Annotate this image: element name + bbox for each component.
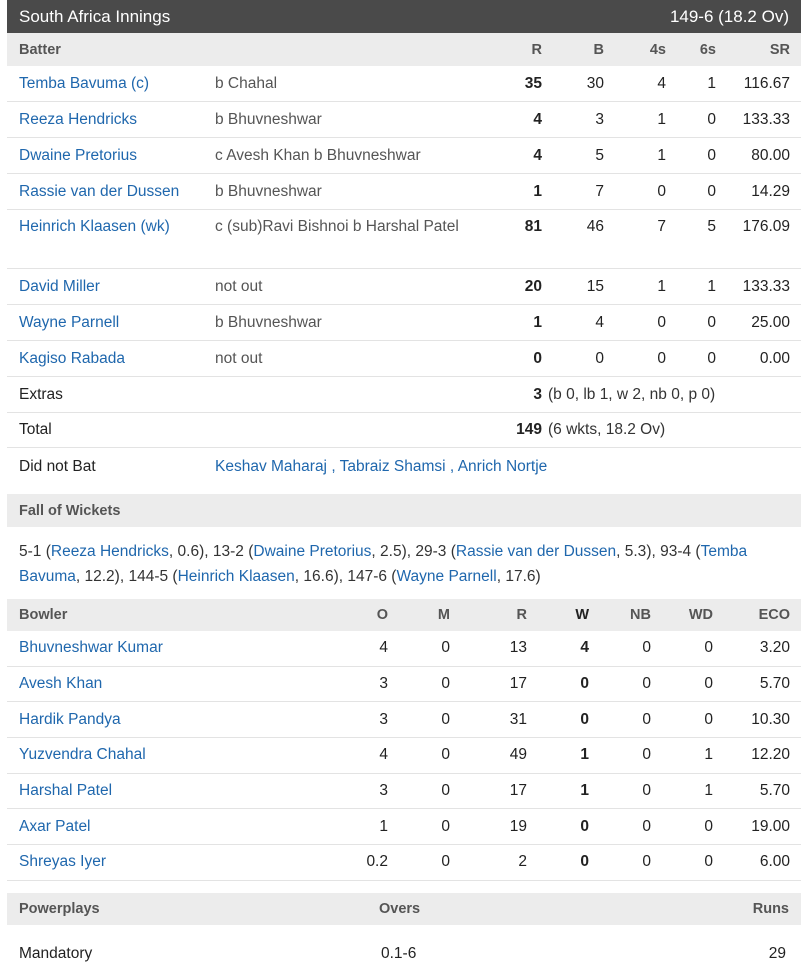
col-batter: Batter	[19, 41, 61, 58]
bowler-row	[7, 702, 801, 738]
fow-score: 147-6	[347, 568, 387, 585]
innings-title: South Africa Innings	[19, 6, 171, 26]
batter-strike-rate: 80.00	[751, 146, 790, 164]
col-balls: B	[593, 41, 604, 58]
fow-over: 0.6	[177, 543, 200, 560]
fow-score: 29-3	[415, 543, 447, 560]
batter-sixes: 5	[707, 218, 716, 235]
bowler-name-link[interactable]: Axar Patel	[19, 817, 91, 835]
batter-fours: 1	[657, 277, 666, 295]
total-row	[7, 413, 801, 448]
batting-rows	[7, 66, 801, 377]
bowler-wickets: 0	[580, 675, 589, 693]
extras-label: Extras	[19, 385, 63, 403]
col-runs-conceded: R	[516, 607, 527, 623]
batter-dismissal: c Avesh Khan b Bhuvneshwar	[215, 147, 421, 164]
extras-detail: (b 0, lb 1, w 2, nb 0, p 0)	[548, 385, 716, 403]
batter-balls: 15	[586, 277, 604, 295]
col-runs: R	[531, 41, 542, 58]
bowler-name-link[interactable]: Avesh Khan	[19, 675, 103, 693]
bowling-header	[7, 599, 801, 631]
bowler-wides: 0	[704, 710, 713, 728]
batter-sixes: 0	[707, 110, 716, 128]
powerplay-runs: 29	[768, 944, 786, 962]
col-sixes: 6s	[699, 41, 716, 58]
bowler-economy: 5.70	[759, 782, 790, 800]
bowler-wides: 0	[704, 639, 713, 657]
batter-row	[7, 341, 801, 377]
innings-score: 149-6 (18.2 Ov)	[669, 6, 789, 26]
batter-fours: 1	[657, 110, 666, 128]
bowler-economy: 5.70	[759, 675, 790, 693]
batter-name-link[interactable]: Wayne Parnell	[19, 313, 120, 331]
batter-sixes: 1	[707, 74, 716, 92]
batter-runs: 0	[533, 349, 542, 367]
bowler-wickets: 4	[580, 639, 589, 657]
powerplays-header	[7, 893, 801, 925]
batter-runs: 20	[524, 277, 542, 295]
bowler-name-link[interactable]: Bhuvneshwar Kumar	[19, 639, 163, 657]
batter-fours: 0	[657, 182, 666, 200]
col-pp-runs: Runs	[752, 900, 789, 917]
batter-runs: 1	[533, 182, 542, 200]
col-fours: 4s	[649, 41, 666, 58]
fow-score: 13-2	[212, 543, 244, 560]
batter-runs: 4	[533, 146, 542, 164]
bowler-maidens: 0	[441, 782, 450, 800]
batter-runs: 4	[533, 110, 542, 128]
bowler-runs: 19	[509, 817, 527, 835]
batter-sixes: 0	[707, 349, 716, 367]
bowler-no-balls: 0	[642, 746, 651, 764]
bowler-maidens: 0	[441, 817, 450, 835]
batter-sixes: 0	[707, 146, 716, 164]
batter-dismissal: c (sub)Ravi Bishnoi b Harshal Patel	[215, 218, 459, 235]
did-not-bat-player-link[interactable]: Tabraiz Shamsi	[339, 457, 446, 475]
fow-item: 13-2 (Dwaine Pretorius, 2.5),	[212, 543, 416, 560]
bowler-row	[7, 774, 801, 810]
bowler-row	[7, 631, 801, 667]
batter-balls: 0	[595, 349, 604, 367]
batter-balls: 3	[595, 110, 604, 128]
batter-fours: 7	[657, 218, 666, 235]
total-value: 149	[516, 421, 542, 438]
batter-strike-rate: 133.33	[742, 110, 790, 128]
batter-balls: 46	[586, 218, 604, 235]
batter-strike-rate: 0.00	[759, 349, 790, 367]
bowler-name-link[interactable]: Yuzvendra Chahal	[19, 746, 146, 764]
bowler-wides: 0	[704, 675, 713, 693]
did-not-bat-player-link[interactable]: Anrich Nortje	[457, 457, 548, 475]
bowler-no-balls: 0	[642, 675, 651, 693]
fow-item: 147-6 (Wayne Parnell, 17.6)	[347, 568, 541, 585]
bowler-wickets: 0	[580, 710, 589, 728]
bowler-maidens: 0	[441, 853, 450, 871]
batter-row	[7, 305, 801, 341]
batter-row	[7, 210, 801, 269]
bowler-name-link[interactable]: Harshal Patel	[19, 782, 113, 800]
bowler-overs: 4	[379, 639, 388, 657]
batter-runs: 81	[524, 218, 542, 235]
powerplay-row	[7, 925, 801, 975]
bowler-wickets: 0	[580, 817, 589, 835]
batter-sixes: 0	[707, 182, 716, 200]
batter-row	[7, 102, 801, 138]
batter-dismissal: not out	[215, 350, 263, 367]
batter-balls: 5	[595, 146, 604, 164]
did-not-bat-row	[7, 448, 801, 485]
bowler-row	[7, 845, 801, 881]
batter-row	[7, 269, 801, 305]
extras-value: 3	[533, 385, 542, 403]
fow-player-link[interactable]: Dwaine Pretorius	[253, 543, 372, 560]
batter-name-link[interactable]: David Miller	[19, 277, 100, 295]
bowler-maidens: 0	[441, 675, 450, 693]
col-strike-rate: SR	[769, 41, 790, 58]
batter-balls: 30	[586, 74, 604, 92]
bowler-row	[7, 738, 801, 774]
scorecard	[7, 0, 801, 975]
batter-fours: 1	[657, 146, 666, 164]
bowler-maidens: 0	[441, 639, 450, 657]
innings-header[interactable]	[7, 0, 801, 33]
bowler-no-balls: 0	[642, 853, 651, 871]
batter-dismissal: b Chahal	[215, 75, 278, 92]
bowler-wickets: 0	[580, 853, 589, 871]
did-not-bat-list	[215, 458, 547, 476]
total-detail: (6 wkts, 18.2 Ov)	[548, 421, 666, 438]
bowler-economy: 6.00	[759, 853, 790, 871]
col-powerplay: Powerplays	[19, 900, 100, 917]
bowler-wides: 0	[704, 853, 713, 871]
col-maidens: M	[437, 607, 450, 623]
batter-runs: 1	[533, 313, 542, 331]
bowler-overs: 3	[379, 675, 388, 693]
bowler-name-link[interactable]: Shreyas Iyer	[19, 853, 107, 871]
bowler-wides: 1	[704, 746, 713, 764]
bowler-no-balls: 0	[642, 782, 651, 800]
batter-strike-rate: 176.09	[742, 218, 790, 235]
batter-sixes: 0	[707, 313, 716, 331]
bowler-runs: 49	[509, 746, 527, 764]
fow-player-link[interactable]: Wayne Parnell	[396, 568, 497, 585]
bowler-no-balls: 0	[642, 710, 651, 728]
fow-header	[7, 494, 801, 527]
total-label: Total	[19, 421, 52, 438]
batter-balls: 7	[595, 182, 604, 200]
bowler-row	[7, 809, 801, 845]
batter-name-link[interactable]: Temba Bavuma (c)	[19, 74, 150, 92]
fow-score: 5-1	[19, 543, 42, 560]
batter-dismissal: not out	[215, 278, 263, 295]
bowler-runs: 31	[509, 710, 527, 728]
bowler-economy: 19.00	[751, 817, 790, 835]
bowling-rows	[7, 631, 801, 881]
batter-row	[7, 174, 801, 210]
fow-item: 29-3 (Rassie van der Dussen, 5.3),	[415, 543, 661, 560]
col-economy: ECO	[758, 607, 790, 623]
batter-strike-rate: 133.33	[742, 277, 790, 295]
batter-fours: 4	[657, 74, 666, 92]
fow-player-link[interactable]: Heinrich Klaasen	[177, 568, 295, 585]
separator: ,	[327, 457, 340, 475]
bowler-row	[7, 667, 801, 703]
bowler-runs: 17	[509, 782, 527, 800]
bowler-maidens: 0	[441, 710, 450, 728]
bowler-economy: 3.20	[759, 639, 790, 657]
bowler-wides: 1	[704, 782, 713, 800]
fow-over: 16.6	[303, 568, 334, 585]
powerplay-overs: 0.1-6	[381, 944, 417, 962]
fow-over: 2.5	[380, 543, 402, 560]
fow-item: 5-1 (Reeza Hendricks, 0.6),	[19, 543, 213, 560]
fow-over: 17.6	[505, 568, 536, 585]
powerplay-rows	[7, 925, 801, 975]
fow-score: 144-5	[128, 568, 169, 585]
batter-name-link[interactable]: Heinrich Klaasen (wk)	[19, 218, 170, 235]
batter-name-link[interactable]: Reeza Hendricks	[19, 110, 138, 128]
bowler-economy: 12.20	[751, 746, 790, 764]
batter-strike-rate: 14.29	[751, 182, 790, 200]
separator: ,	[445, 457, 458, 475]
fow-list	[7, 527, 801, 599]
col-bowler: Bowler	[19, 607, 68, 623]
batter-name-link[interactable]: Dwaine Pretorius	[19, 146, 138, 164]
batter-strike-rate: 25.00	[751, 313, 790, 331]
fow-player-link[interactable]: Rassie van der Dussen	[455, 543, 617, 560]
extras-row	[7, 377, 801, 413]
batter-fours: 0	[657, 349, 666, 367]
bowler-runs: 17	[509, 675, 527, 693]
bowler-economy: 10.30	[751, 710, 790, 728]
batter-dismissal: b Bhuvneshwar	[215, 314, 322, 331]
batter-runs: 35	[524, 74, 542, 92]
batter-strike-rate: 116.67	[743, 74, 790, 92]
did-not-bat-label: Did not Bat	[19, 457, 96, 475]
bowler-wickets: 1	[580, 746, 589, 764]
batting-header	[7, 33, 801, 66]
fow-over: 5.3	[624, 543, 647, 560]
bowler-overs: 3	[379, 782, 388, 800]
fow-score: 93-4	[660, 543, 692, 560]
batter-dismissal: b Bhuvneshwar	[215, 111, 322, 128]
fow-item: 144-5 (Heinrich Klaasen, 16.6),	[128, 568, 348, 585]
did-not-bat-player-link[interactable]: Keshav Maharaj	[215, 457, 328, 475]
batter-row	[7, 138, 801, 174]
bowler-no-balls: 0	[642, 817, 651, 835]
batter-sixes: 1	[707, 277, 716, 295]
col-wickets: W	[575, 607, 589, 623]
bowler-name-link[interactable]: Hardik Pandya	[19, 710, 121, 728]
bowler-maidens: 0	[441, 746, 450, 764]
col-wides: WD	[688, 607, 713, 623]
bowler-no-balls: 0	[642, 639, 651, 657]
bowler-wides: 0	[704, 817, 713, 835]
fow-player-link[interactable]: Temba Bavuma	[19, 543, 748, 585]
bowler-overs: 1	[379, 817, 388, 835]
powerplay-name: Mandatory	[19, 944, 93, 962]
batter-balls: 4	[595, 313, 604, 331]
fow-item: 93-4 (Temba Bavuma, 12.2),	[19, 543, 748, 585]
batter-row	[7, 66, 801, 102]
batter-fours: 0	[657, 313, 666, 331]
bowler-runs: 13	[509, 639, 527, 657]
bowler-wickets: 1	[580, 782, 589, 800]
col-overs: O	[376, 607, 388, 623]
col-pp-overs: Overs	[379, 900, 421, 917]
bowler-overs: 0.2	[366, 853, 388, 871]
bowler-overs: 4	[379, 746, 388, 764]
fow-title: Fall of Wickets	[19, 502, 121, 519]
col-no-balls: NB	[630, 607, 651, 623]
batter-name-link[interactable]: Rassie van der Dussen	[19, 182, 180, 200]
batter-dismissal: b Bhuvneshwar	[215, 183, 322, 200]
fow-player-link[interactable]: Reeza Hendricks	[50, 543, 169, 560]
fow-over: 12.2	[84, 568, 115, 585]
bowler-overs: 3	[379, 710, 388, 728]
bowler-runs: 2	[518, 853, 527, 871]
batter-name-link[interactable]: Kagiso Rabada	[19, 349, 125, 367]
